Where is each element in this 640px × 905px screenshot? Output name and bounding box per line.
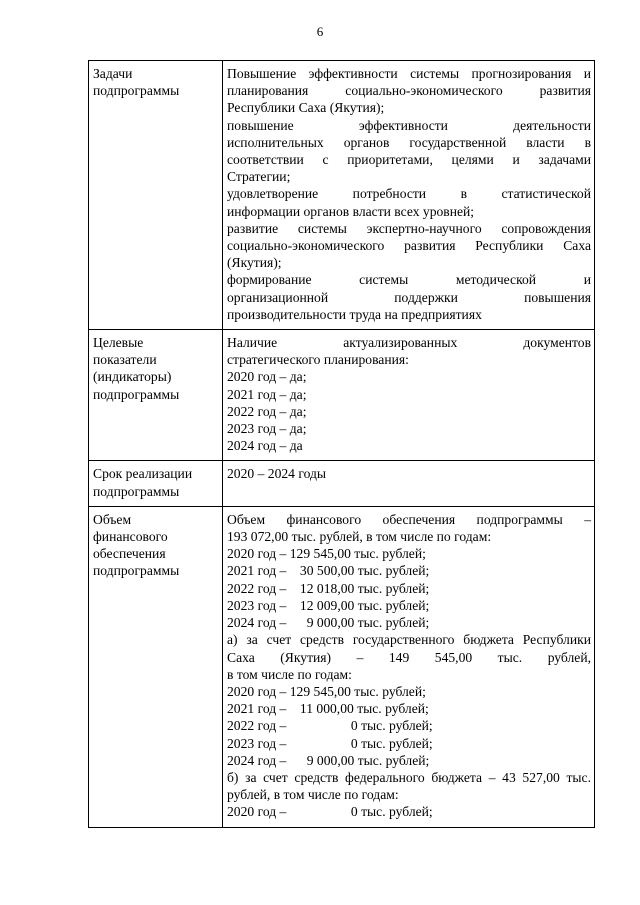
row-value-line: производительности труда на предприятиях xyxy=(227,306,482,322)
row-label-line: (индикаторы) xyxy=(93,369,172,385)
row-value-line: Республики Саха (Якутия); xyxy=(227,100,385,116)
row-value-line: 2020 год – 0 тыс. рублей; xyxy=(227,804,433,820)
row-value-line: 2021 год – 30 500,00 тыс. рублей; xyxy=(227,563,430,579)
row-label-line: Объем xyxy=(93,511,132,527)
row-value-line: 2020 год – 129 545,00 тыс. рублей; xyxy=(227,683,426,699)
row-value-cell xyxy=(223,61,595,330)
row-value-line: социально-экономического развития Республики Саха xyxy=(227,238,591,254)
row-label-line: подпрограммы xyxy=(93,483,180,499)
row-value-line: развитие системы экспертно-научного сопровождения xyxy=(227,220,591,236)
row-value-line: 2024 год – 9 000,00 тыс. рублей; xyxy=(227,615,430,631)
row-label-line: финансового xyxy=(93,529,168,545)
row-value-line: информации органов власти всех уровней; xyxy=(227,203,475,219)
row-value-line: организационной поддержки повышения xyxy=(227,289,591,305)
row-value-line: 2024 год – да xyxy=(227,438,303,454)
row-value-line: а) за счет средств государственного бюджета Республики xyxy=(227,632,591,648)
row-label-line: подпрограммы xyxy=(93,563,180,579)
table-row xyxy=(89,61,595,330)
table-row xyxy=(89,506,595,827)
row-value-line: планирования социально-экономического развития xyxy=(227,83,591,99)
row-value-line: соответствии с приоритетами, целями и задачами xyxy=(227,152,591,168)
row-value-line: 2020 год – да; xyxy=(227,369,307,385)
table-row xyxy=(89,330,595,461)
row-value-cell xyxy=(223,461,595,506)
page-number: 6 xyxy=(316,24,324,39)
row-label-line: обеспечения xyxy=(93,546,166,562)
row-value-line: Наличие актуализированных документов xyxy=(227,335,591,351)
row-value-line: б) за счет средств федерального бюджета – 43 527,00 тыс. xyxy=(227,769,591,785)
row-value-line: 2022 год – да; xyxy=(227,403,307,419)
row-value-line: формирование системы методической и xyxy=(227,272,591,288)
row-value-line: Стратегии; xyxy=(227,169,291,185)
row-label-line: Целевые xyxy=(93,335,144,351)
row-value-line: 2022 год – 12 018,00 тыс. рублей; xyxy=(227,580,430,596)
row-value-line: 2021 год – 11 000,00 тыс. рублей; xyxy=(227,701,429,717)
row-value-line: удовлетворение потребности в статистической xyxy=(227,186,591,202)
row-value-line: 2021 год – да; xyxy=(227,386,307,402)
row-value-line: рублей, в том числе по годам: xyxy=(227,787,399,803)
row-value-line: 2020 – 2024 годы xyxy=(227,466,327,482)
row-value-cell xyxy=(223,330,595,461)
passport-table-body xyxy=(89,61,595,828)
row-label-line: подпрограммы xyxy=(93,83,180,99)
row-label-cell xyxy=(89,506,223,827)
row-value-line: 2022 год – 0 тыс. рублей; xyxy=(227,718,433,734)
row-value-line: 2020 год – 129 545,00 тыс. рублей; xyxy=(227,546,426,562)
row-label-cell xyxy=(89,330,223,461)
row-label-line: подпрограммы xyxy=(93,386,180,402)
row-value-line: Повышение эффективности системы прогнозирования и xyxy=(227,66,591,81)
row-value-line: 2024 год – 9 000,00 тыс. рублей; xyxy=(227,752,430,768)
subprogram-passport-table xyxy=(88,60,595,828)
row-value-line: (Якутия); xyxy=(227,255,282,271)
row-value-line: стратегического планирования: xyxy=(227,352,409,368)
row-value-line: 2023 год – 0 тыс. рублей; xyxy=(227,735,433,751)
row-value-line: 193 072,00 тыс. рублей, в том числе по годам: xyxy=(227,529,492,545)
row-value-line: исполнительных органов государственной власти в xyxy=(227,134,591,150)
row-label-line: Срок реализации xyxy=(93,466,193,482)
row-value-line: 2023 год – 12 009,00 тыс. рублей; xyxy=(227,597,430,613)
row-value-cell xyxy=(223,506,595,827)
row-label-cell xyxy=(89,61,223,330)
row-value-line: в том числе по годам: xyxy=(227,666,352,682)
row-value-line: Саха (Якутия) – 149 545,00 тыс. рублей, xyxy=(227,649,591,665)
row-value-line: Объем финансового обеспечения подпрограммы – xyxy=(227,511,591,527)
row-value-line: 2023 год – да; xyxy=(227,421,307,437)
row-label-line: показатели xyxy=(93,352,157,368)
table-row xyxy=(89,461,595,506)
row-label-line: Задачи xyxy=(93,66,133,81)
row-value-line: повышение эффективности деятельности xyxy=(227,117,591,133)
row-label-cell xyxy=(89,461,223,506)
